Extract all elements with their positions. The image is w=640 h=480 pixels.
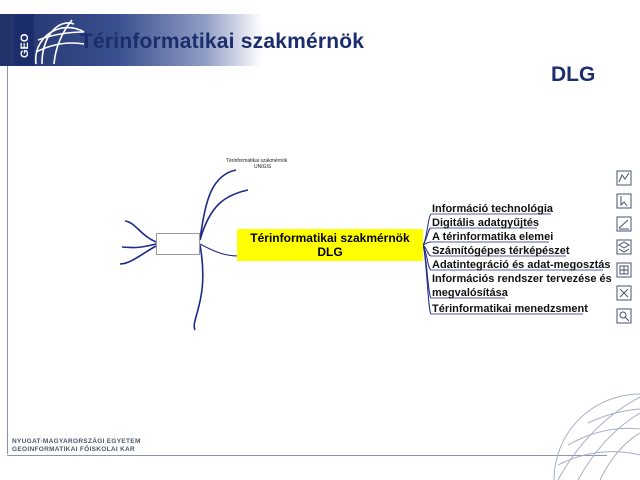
branch-item: A térinformatika elemei [432,231,554,243]
small-label [226,158,287,170]
center-node-line2: DLG [317,245,343,259]
slide-title: Térinformatikai szakmérnök [80,30,365,53]
mindmap-center-node [237,229,423,261]
logo-text: GEO [19,33,31,58]
slide-subtitle: DLG [551,63,596,86]
footer-line1: NYUGAT-MAGYARORSZÁGI EGYETEM [12,438,141,445]
branch-item: Térinformatikai menedzsment [432,303,588,315]
close-icon[interactable] [616,285,632,301]
branch-item: Információs rendszer tervezése és [432,273,612,285]
globe-watermark [548,385,640,480]
footer [12,438,141,454]
branch-item: Digitális adatgyűjtés [432,217,539,229]
edit-icon[interactable] [616,216,632,232]
branch-item: Adatintegráció és adat-megosztás [432,259,611,271]
search-icon[interactable] [616,308,632,324]
map-icon[interactable] [616,170,632,186]
center-node-line1: Térinformatikai szakmérnök [250,231,410,245]
layers-icon[interactable] [616,239,632,255]
small-label-line: Térinformatikai szakmérnök [226,158,288,164]
small-label-line: UNIGIS [254,164,272,170]
table-icon[interactable] [616,262,632,278]
branch-item: Számítógépes térképészet [432,245,570,257]
footer-line2: GEOINFORMATIKAI FŐISKOLAI KAR [12,446,136,453]
branch-item: Információ technológia [432,203,554,215]
mindmap-hub-node [156,233,200,255]
pointer-icon[interactable] [616,193,632,209]
branch-item: megvalósítása [432,287,508,299]
